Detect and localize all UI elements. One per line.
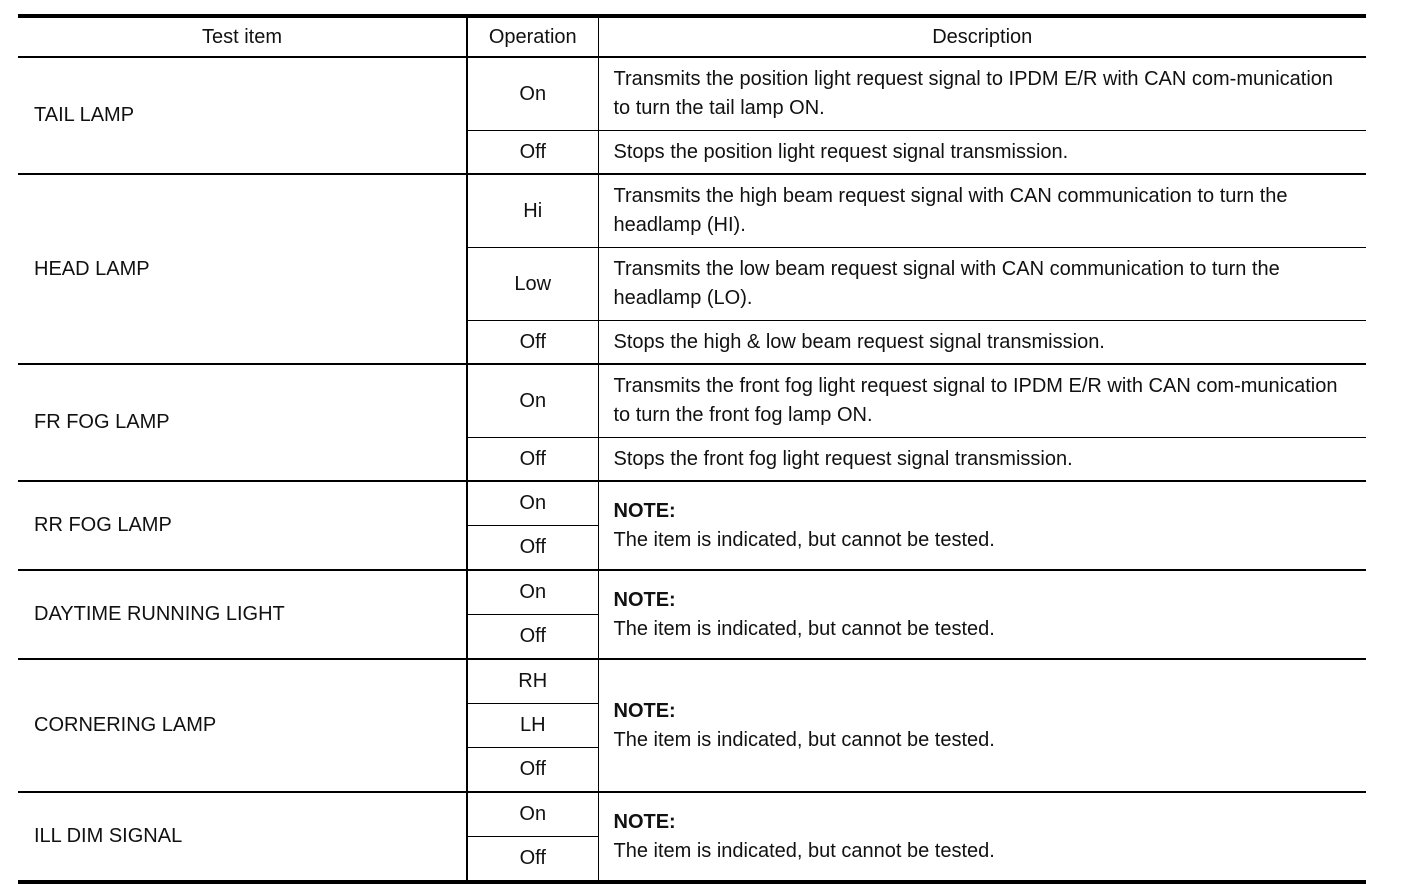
note-cell (598, 481, 1366, 570)
column-header-operation: Operation (467, 16, 598, 57)
operation-cell: LH (467, 704, 598, 748)
note-label: NOTE: (613, 588, 676, 611)
table-row (18, 481, 1366, 526)
description-cell: Stops the front fog light request signal transmission. (598, 438, 1366, 482)
table-row (18, 570, 1366, 615)
note-label: NOTE: (613, 699, 676, 722)
note-label: NOTE: (613, 810, 676, 833)
table-row (18, 364, 1366, 438)
operation-cell: Off (467, 748, 598, 793)
note-cell (598, 570, 1366, 659)
operation-cell: On (467, 792, 598, 837)
operation-cell: On (467, 57, 598, 131)
test-item-tail-lamp: TAIL LAMP (18, 57, 467, 174)
operation-cell: RH (467, 659, 598, 704)
description-cell: Stops the high & low beam request signal transmission. (598, 321, 1366, 365)
header-row (18, 16, 1366, 57)
table-row (18, 174, 1366, 248)
note-cell (598, 659, 1366, 792)
operation-cell: Low (467, 248, 598, 321)
operation-cell: On (467, 481, 598, 526)
test-item-fr-fog-lamp: FR FOG LAMP (18, 364, 467, 481)
operation-cell: On (467, 364, 598, 438)
table-row (18, 659, 1366, 704)
test-item-cornering-lamp: CORNERING LAMP (18, 659, 467, 792)
column-header-test-item: Test item (18, 16, 467, 57)
test-item-rr-fog-lamp: RR FOG LAMP (18, 481, 467, 570)
operation-cell: Off (467, 321, 598, 365)
note-text: The item is indicated, but cannot be tested. (613, 728, 995, 751)
table-row (18, 57, 1366, 131)
note-text: The item is indicated, but cannot be tested. (613, 528, 995, 551)
description-cell: Transmits the front fog light request signal to IPDM E/R with CAN com-munication to turn the front fog lamp ON. (598, 364, 1366, 438)
operation-cell: Off (467, 526, 598, 571)
operation-cell: On (467, 570, 598, 615)
test-item-daytime-running-light: DAYTIME RUNNING LIGHT (18, 570, 467, 659)
operation-cell: Off (467, 615, 598, 660)
test-item-ill-dim-signal: ILL DIM SIGNAL (18, 792, 467, 882)
operation-cell: Off (467, 837, 598, 883)
note-text: The item is indicated, but cannot be tested. (613, 617, 995, 640)
description-cell: Stops the position light request signal transmission. (598, 131, 1366, 175)
test-item-head-lamp: HEAD LAMP (18, 174, 467, 364)
note-cell (598, 792, 1366, 882)
description-cell: Transmits the low beam request signal with CAN communication to turn the headlamp (LO). (598, 248, 1366, 321)
column-header-description: Description (598, 16, 1366, 57)
operation-cell: Hi (467, 174, 598, 248)
description-cell: Transmits the high beam request signal with CAN communication to turn the headlamp (HI). (598, 174, 1366, 248)
operation-cell: Off (467, 131, 598, 175)
active-test-table (18, 14, 1366, 884)
note-label: NOTE: (613, 499, 676, 522)
table-row (18, 792, 1366, 837)
note-text: The item is indicated, but cannot be tested. (613, 839, 995, 862)
operation-cell: Off (467, 438, 598, 482)
description-cell: Transmits the position light request signal to IPDM E/R with CAN com-munication to turn the tail lamp ON. (598, 57, 1366, 131)
